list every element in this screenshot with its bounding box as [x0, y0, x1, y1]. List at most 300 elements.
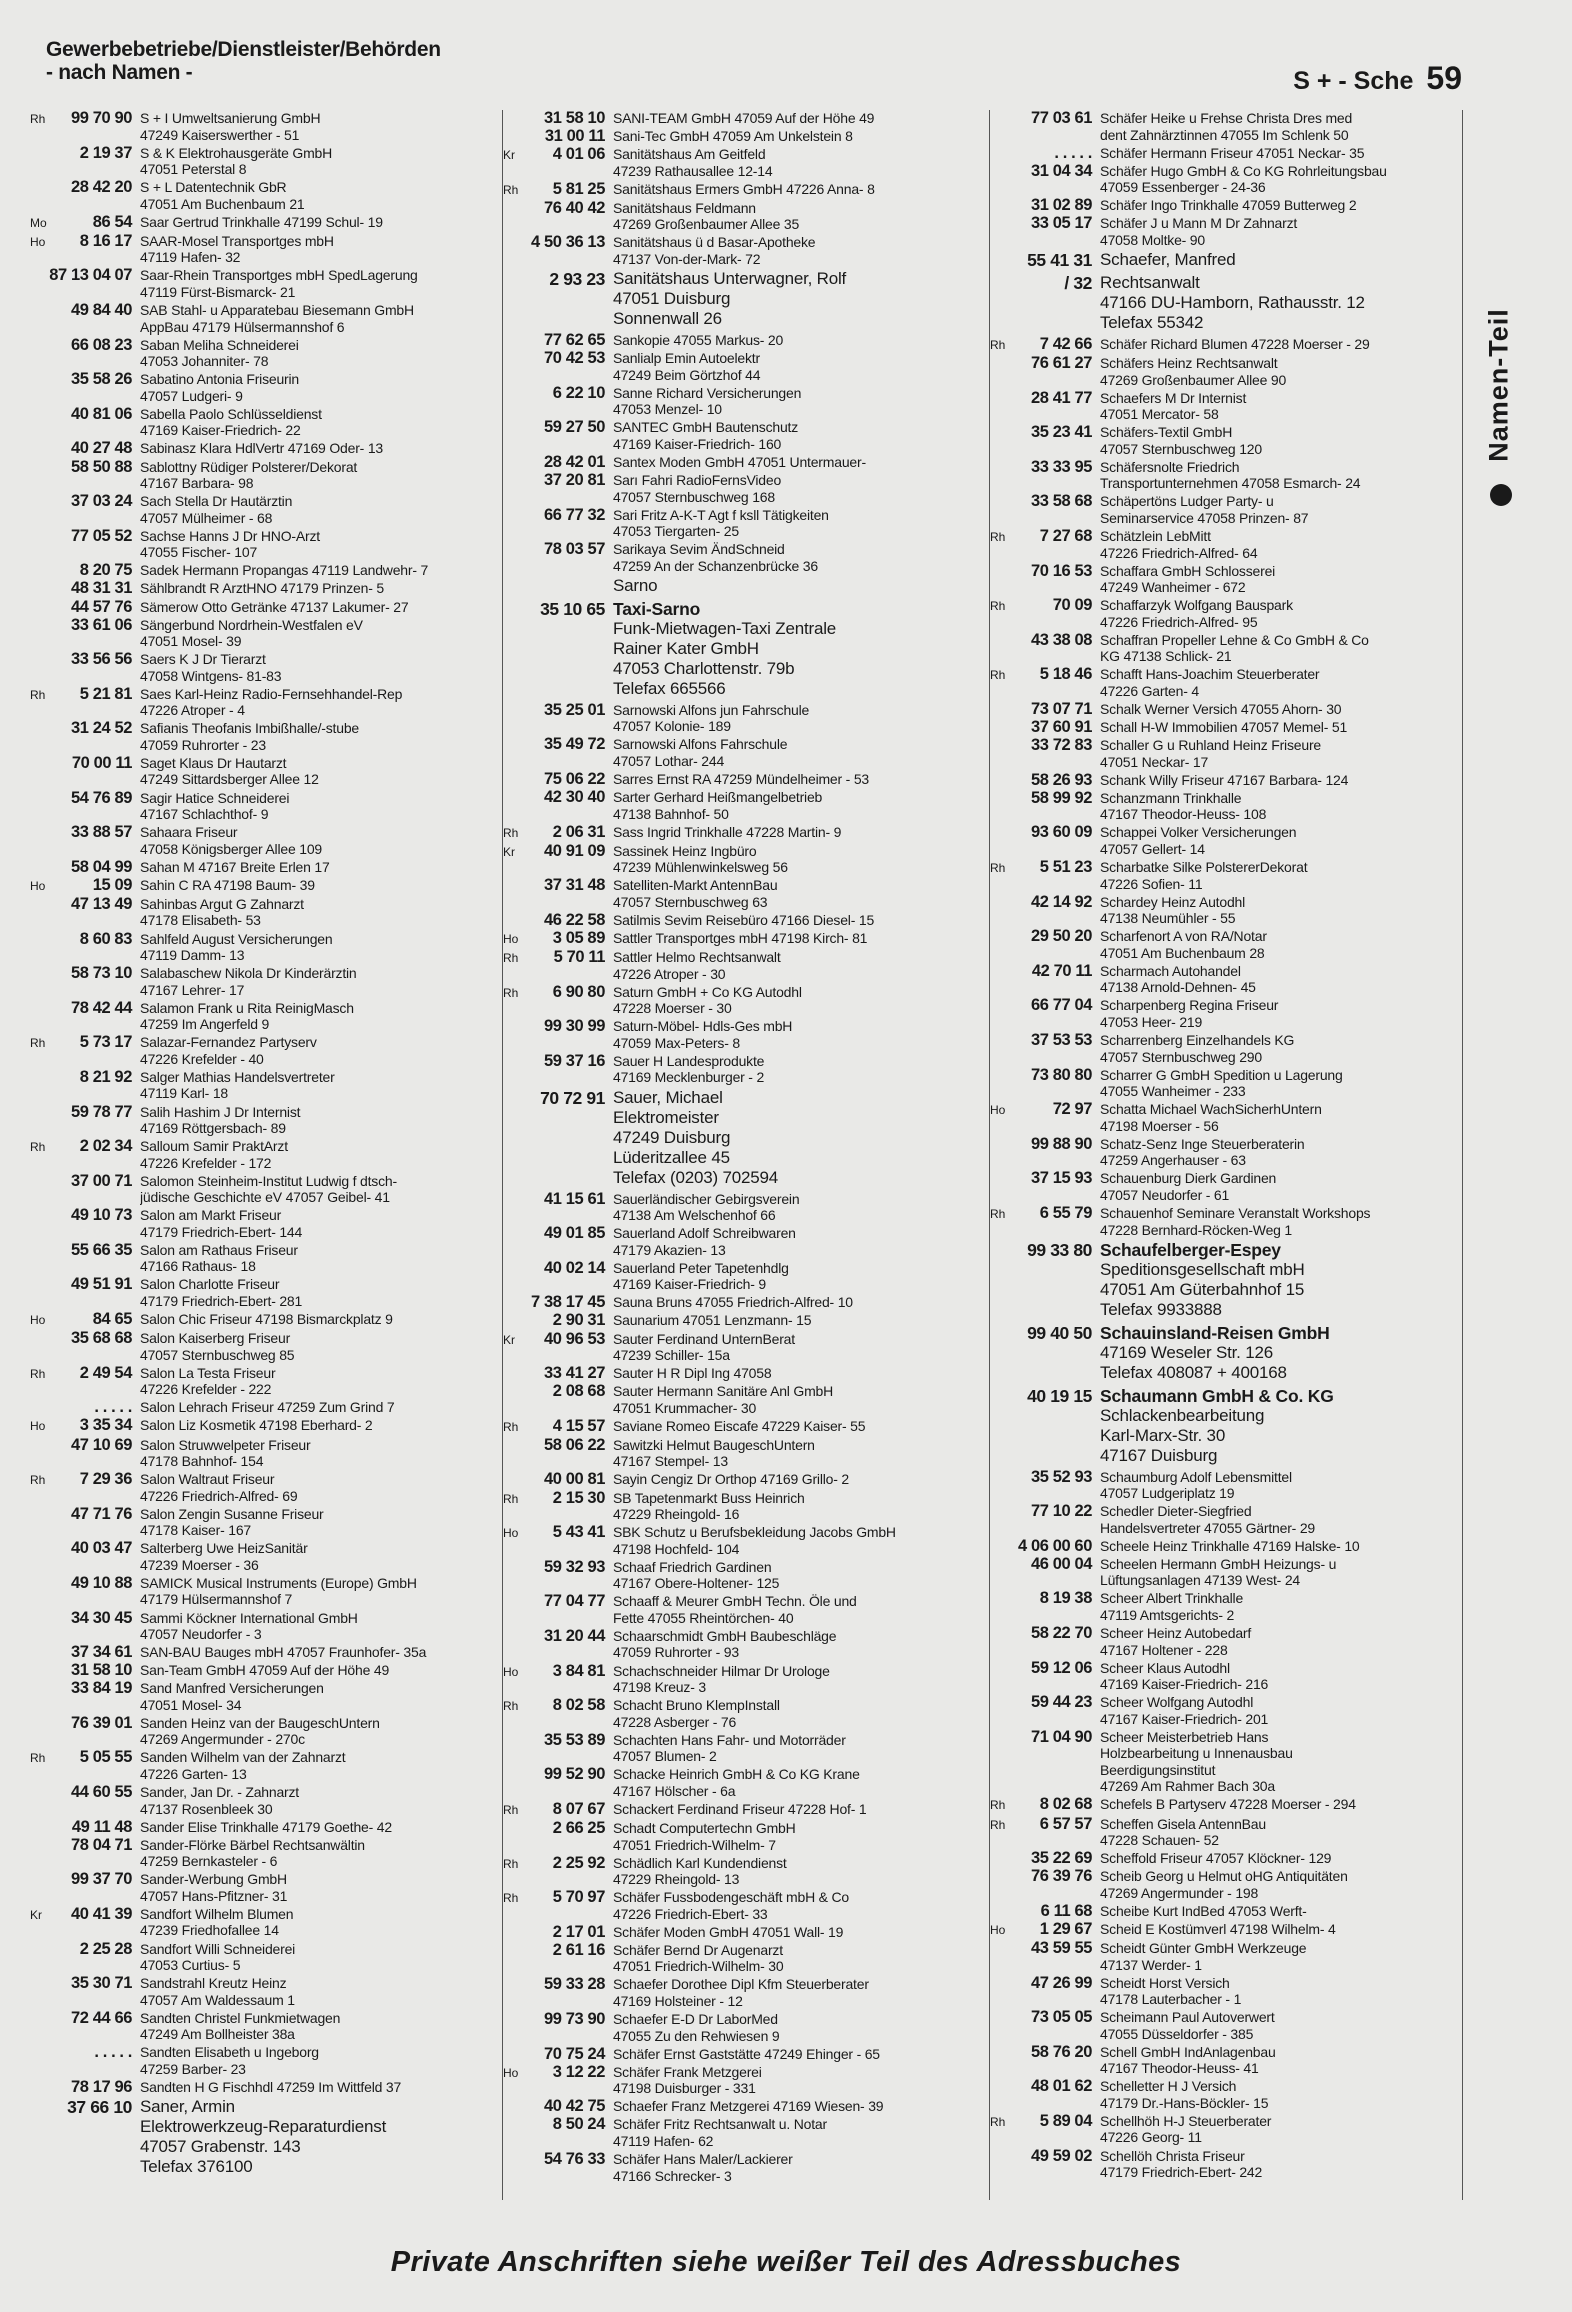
entry-detail: 47053 Heer- 219: [1100, 1013, 1203, 1030]
entry-name: Schäfer Heike u Frehse Christa Dres med: [1100, 110, 1353, 126]
entry-name: Sängerbund Nordrhein-Westfalen eV: [140, 616, 363, 633]
entry-name: Schaumann GmbH & Co. KG: [1100, 1385, 1334, 1406]
entry-name: SANI-TEAM GmbH 47059 Auf der Höhe 49: [613, 110, 875, 126]
entry-detail: 47059 Ruhrorter - 23: [140, 736, 266, 753]
entry-name: Schaumburg Adolf Lebensmittel: [1100, 1468, 1292, 1485]
entry-text: [140, 1906, 492, 1939]
entry-detail: Telefax 408087 + 400168: [1100, 1362, 1287, 1382]
entry-detail: 47239 Mühlenwinkelsweg 56: [613, 859, 788, 876]
entry-detail: 47057 Gellert- 14: [1100, 840, 1205, 857]
entry-name: Sarı Fahri RadioFernsVideo: [613, 472, 782, 489]
district-code: [503, 1191, 521, 1224]
district-code: [990, 1386, 1008, 1466]
phone-number: 99 40 50: [1027, 1322, 1092, 1343]
district-code: [503, 789, 521, 822]
entry-text: [140, 1871, 492, 1904]
entry-name: Salon La Testa Friseur: [140, 1364, 276, 1381]
entry-detail: 47051 Neckar- 17: [1100, 753, 1209, 770]
directory-entry: [503, 771, 980, 788]
entry-name: Schäfer Ernst Gaststätte 47249 Ehinger - 65: [613, 2045, 880, 2062]
directory-entry: [990, 2113, 1462, 2146]
entry-text: [140, 1837, 492, 1870]
entry-name: SAAR-Mosel Transportges mbH: [140, 232, 334, 249]
entry-text: [140, 1506, 492, 1539]
entry-name: S + I Umweltsanierung GmbH: [140, 110, 321, 126]
entry-name: Schaaff & Meurer GmbH Techn. Öle und: [613, 1593, 857, 1610]
directory-entry: [30, 1784, 492, 1817]
phone-number: 2 90 31: [552, 1311, 605, 1330]
entry-name: Salon Struwwelpeter Friseur: [140, 1436, 311, 1453]
entry-name: Schäfers-Textil GmbH: [1100, 424, 1233, 441]
district-code: [30, 580, 48, 597]
entry-detail: 47249 Beim Görtzhof 44: [613, 366, 761, 383]
district-code: [503, 2116, 521, 2149]
entry-name: Schäfer Ingo Trinkhalle 47059 Butterweg 2: [1100, 197, 1357, 214]
entry-text: [613, 599, 980, 699]
entry-detail: 47169 Kaiser-Friedrich- 160: [613, 435, 782, 452]
phone-number: 42 70 11: [1031, 961, 1092, 980]
entry-name: Saner, Armin: [140, 2097, 235, 2116]
entry-name: Sandten H G Fischhdl 47259 Im Wittfeld 37: [140, 2078, 402, 2095]
entry-text: [1100, 1940, 1462, 1973]
phone-number: 71 04 90: [1030, 1727, 1092, 1746]
entry-name: Sahan M 47167 Breite Erlen 17: [140, 858, 330, 875]
district-code: Rh: [503, 825, 519, 840]
phone-number: 58 99 92: [1030, 788, 1092, 807]
phone-number: 72 44 66: [70, 2008, 132, 2027]
phone-number: 2 19 37: [79, 143, 132, 162]
district-code: Rh: [30, 687, 46, 702]
entry-text: [613, 1437, 980, 1470]
district-code: Ho: [990, 1922, 1006, 1937]
phone-number: 70 75 24: [543, 2044, 605, 2063]
district-code: [30, 755, 48, 788]
directory-entry: [30, 1365, 492, 1398]
district-code: [503, 472, 521, 505]
district-code: Rh: [990, 1798, 1006, 1813]
entry-detail: 47058 Moltke- 90: [1100, 231, 1205, 248]
entry-detail: 47229 Rheingold- 16: [613, 1506, 740, 1523]
entry-detail: 47057 Kolonie- 189: [613, 718, 731, 735]
entry-name: Schaffara GmbH Schlosserei: [1100, 562, 1276, 579]
entry-detail: 47119 Amtsgerichts- 2: [1100, 1606, 1235, 1623]
district-code: [990, 2009, 1008, 2042]
district-code: [990, 1538, 1008, 1555]
entry-name: Sassinek Heinz Ingbüro: [613, 842, 757, 859]
directory-entry: [30, 179, 492, 212]
district-code: Ho: [503, 932, 519, 947]
entry-text: [140, 859, 492, 876]
entry-name: Schaefer Dorothee Dipl Kfm Steuerberater: [613, 1976, 869, 1993]
district-code: [30, 406, 48, 439]
entry-text: [1100, 1032, 1462, 1065]
directory-entry: [30, 1906, 492, 1939]
entry-name: Sarno: [613, 575, 658, 595]
entry-name: Scharmach Autohandel: [1100, 962, 1241, 979]
entry-text: [613, 1801, 980, 1819]
entry-detail: 47228 Schauen- 52: [1100, 1832, 1219, 1849]
entry-text: [140, 1819, 492, 1836]
entry-name: Schäfersnolte Friedrich: [1100, 458, 1240, 475]
phone-number: 78 04 71: [70, 1835, 132, 1854]
entry-name: Schaufelberger-Espey: [1100, 1239, 1281, 1260]
phone-number: 37 00 71: [70, 1171, 132, 1190]
district-code: Ho: [30, 878, 46, 893]
entry-text: [140, 686, 492, 719]
entry-name: Sander Elise Trinkhalle 47179 Goethe- 42: [140, 1818, 392, 1835]
entry-name: Sablottny Rüdiger Polsterer/Dekorat: [140, 458, 358, 475]
directory-entry: [990, 1975, 1462, 2008]
phone-number: 37 34 61: [70, 1643, 132, 1662]
phone-number: 86 54: [92, 212, 132, 231]
district-code: [990, 928, 1008, 961]
phone-number: 73 07 71: [1030, 700, 1092, 718]
entry-name: Salon Chic Friseur 47198 Bismarckplatz 9: [140, 1311, 393, 1328]
directory-entry: [30, 1715, 492, 1748]
entry-text: [1100, 1556, 1462, 1589]
directory-entry: [990, 1660, 1462, 1693]
entry-detail: 47137 Werder- 1: [1100, 1956, 1202, 1973]
district-code: Kr: [503, 1332, 515, 1347]
entry-name: Schachschneider Hilmar Dr Urologe: [613, 1662, 830, 1679]
entry-detail: 47169 Kaiser-Friedrich- 22: [140, 422, 301, 439]
phone-number: 35 52 93: [1030, 1467, 1092, 1486]
district-code: Kr: [503, 844, 515, 859]
entry-text: [613, 1191, 980, 1224]
entry-name: Sander-Werbung GmbH: [140, 1871, 287, 1888]
phone-number: 33 05 17: [1030, 214, 1092, 233]
phone-number: 78 17 96: [70, 2077, 132, 2096]
entry-text: [140, 1138, 492, 1171]
entry-text: [1100, 632, 1462, 665]
directory-entry: [30, 2079, 492, 2096]
entry-name: Scheib Georg u Helmut oHG Antiquitäten: [1100, 1868, 1348, 1885]
directory-entry: [30, 617, 492, 650]
entry-detail: Telefax 9933888: [1100, 1299, 1222, 1319]
entry-name: Sari Fritz A-K-T Agt f ksll Tätigkeiten: [613, 506, 829, 523]
directory-entry: [503, 2116, 980, 2149]
entry-text: [140, 1034, 492, 1067]
entry-detail: 47259 Im Angerfeld 9: [140, 1016, 270, 1033]
phone-number: 33 61 06: [70, 615, 132, 634]
entry-name: Rechtsanwalt: [1100, 272, 1200, 292]
directory-entry: [990, 2009, 1462, 2042]
directory-entry: [30, 755, 492, 788]
directory-entry: [30, 267, 492, 300]
entry-name: Schäfer Fritz Rechtsanwalt u. Notar: [613, 2116, 827, 2133]
phone-number: 78 03 57: [543, 540, 605, 559]
entry-name: Salon am Markt Friseur: [140, 1207, 282, 1224]
entry-name: Sattler Helmo Rechtsanwalt: [613, 949, 781, 966]
phone-number: 49 59 02: [1030, 2146, 1092, 2165]
directory-entry: [503, 110, 980, 127]
entry-text: [613, 1331, 980, 1364]
district-code: [990, 355, 1008, 388]
entry-text: [613, 789, 980, 822]
phone-number: 59 33 28: [543, 1975, 605, 1994]
phone-number: 40 27 48: [70, 439, 132, 458]
directory-entry: [990, 719, 1462, 736]
directory-entry: [503, 128, 980, 145]
entry-name: Sanlialp Emin Autoelektr: [613, 350, 760, 367]
district-code: [990, 459, 1008, 492]
entry-name: Sabatino Antonia Friseurin: [140, 371, 300, 388]
entry-text: [613, 110, 980, 127]
district-code: Ho: [990, 1103, 1006, 1118]
directory-entry: [503, 2098, 980, 2115]
directory-entry: [990, 2044, 1462, 2077]
directory-entry: [990, 1729, 1462, 1795]
entry-name: Saviane Romeo Eiscafe 47229 Kaiser- 55: [613, 1417, 866, 1434]
entry-name: Schelletter H J Versich: [1100, 2078, 1237, 2095]
entry-text: [140, 2079, 492, 2096]
entry-detail: 47259 An der Schanzenbrücke 36: [613, 557, 818, 574]
phone-number: 77 62 65: [543, 331, 605, 350]
entry-detail: 47051 Am Güterbahnhof 15: [1100, 1279, 1305, 1299]
entry-detail: 47179 Friedrich-Ebert- 144: [140, 1223, 303, 1240]
entry-detail: 47057 Lothar- 244: [613, 752, 725, 769]
entry-text: [613, 1018, 980, 1051]
phone-number: 31 04 34: [1030, 161, 1092, 180]
directory-entry: [503, 1855, 980, 1888]
phone-number: 2 49 54: [79, 1363, 132, 1382]
directory-entry: [30, 1399, 492, 1416]
district-code: [990, 273, 1008, 333]
phone-number: 46 00 04: [1030, 1554, 1092, 1573]
directory-entry: [503, 1924, 980, 1941]
entry-text: [140, 406, 492, 439]
bullet-dot-icon: [1490, 484, 1512, 506]
directory-entry: [30, 877, 492, 895]
directory-entry: [990, 1796, 1462, 1814]
entry-text: [1100, 215, 1462, 248]
entry-detail: 47198 Kreuz- 3: [613, 1679, 706, 1696]
phone-number: 40 91 09: [543, 841, 605, 860]
phone-number: 31 58 10: [70, 1661, 132, 1680]
entry-detail: 47169 Holsteiner - 12: [613, 1992, 743, 2009]
directory-entry: [30, 1941, 492, 1974]
district-code: Ho: [30, 234, 46, 249]
entry-detail: 47051 Mosel- 34: [140, 1696, 242, 1713]
district-code: [990, 1469, 1008, 1502]
district-code: [990, 824, 1008, 857]
directory-entry: [30, 859, 492, 876]
directory-entry: [990, 1556, 1462, 1589]
phone-number: 99 70 90: [70, 110, 132, 127]
entry-name: SB Tapetenmarkt Buss Heinrich: [613, 1489, 805, 1506]
entry-detail: 47051 Peterstal 8: [140, 161, 247, 178]
entry-detail: 47167 Kaiser-Friedrich- 201: [1100, 1710, 1269, 1727]
directory-entry: [503, 1383, 980, 1416]
entry-detail: 47239 Friedhofallee 14: [140, 1922, 279, 1939]
entry-name: Scheid E Kostümverl 47198 Wilhelm- 4: [1100, 1920, 1336, 1937]
directory-entry: [503, 419, 980, 452]
entry-name: Scheer Klaus Autodhl: [1100, 1659, 1230, 1676]
phone-number: 31 00 11: [544, 127, 605, 146]
entry-detail: 47051 Friedrich-Wilhelm- 7: [613, 1836, 776, 1853]
directory-entry: [30, 1173, 492, 1206]
phone-number: 34 30 45: [70, 1608, 132, 1627]
directory-entry: [30, 824, 492, 857]
entry-detail: 47119 Fürst-Bismarck- 21: [140, 283, 296, 300]
directory-entry: [30, 1000, 492, 1033]
directory-entry: [503, 576, 980, 596]
phone-number: 7 27 68: [1039, 527, 1092, 546]
district-code: [990, 1729, 1008, 1795]
district-code: [30, 2010, 48, 2043]
district-code: [990, 1940, 1008, 1973]
entry-detail: 47051 Friedrich-Wilhelm- 30: [613, 1958, 784, 1975]
entry-text: [140, 1437, 492, 1470]
phone-number: 70 00 11: [71, 753, 132, 772]
entry-detail: 47057 Grabenstr. 143: [140, 2137, 301, 2156]
district-code: [503, 234, 521, 267]
phone-number: 31 58 10: [543, 110, 605, 127]
district-code: Rh: [30, 1366, 46, 1381]
entry-detail: Telefax 376100: [140, 2157, 253, 2176]
entry-text: [1100, 145, 1462, 162]
district-code: Ho: [30, 1313, 46, 1328]
entry-detail: 47226 Krefelder - 222: [140, 1381, 272, 1398]
entry-text: [140, 1399, 492, 1416]
entry-text: [613, 541, 980, 574]
entry-name: Schäpertöns Ludger Party- u: [1100, 493, 1274, 510]
entry-name: Scharpenberg Regina Friseur: [1100, 997, 1279, 1014]
entry-name: Schauenburg Dierk Gardinen: [1100, 1170, 1277, 1187]
entry-text: [613, 1365, 980, 1382]
district-code: [503, 1559, 521, 1592]
directory-entry: [30, 651, 492, 684]
phone-number: 4 50 36 13: [531, 233, 605, 252]
entry-detail: 47226 Friedrich-Alfred- 64: [1100, 544, 1258, 561]
entry-detail: 47226 Garten- 13: [140, 1765, 247, 1782]
district-code: Rh: [503, 1699, 519, 1714]
entry-name: Sanden Heinz van der BaugeschUntern: [140, 1714, 380, 1731]
entry-text: [140, 824, 492, 857]
entry-name: Schaefers M Dr Internist: [1100, 389, 1247, 406]
entry-text: [140, 1680, 492, 1713]
entry-detail: 47249 Duisburg: [613, 1127, 731, 1147]
phone-number: 55 66 35: [70, 1240, 132, 1259]
entry-detail: 47119 Hafen- 32: [140, 249, 241, 266]
entry-detail: 47051 Am Buchenbaum 21: [140, 195, 305, 212]
entry-text: [140, 1365, 492, 1398]
district-code: [30, 440, 48, 457]
directory-entry: [990, 1903, 1462, 1920]
entry-text: [613, 1628, 980, 1661]
phone-number: 5 70 11: [553, 948, 605, 967]
directory-entry: [990, 1101, 1462, 1134]
entry-text: [613, 234, 980, 267]
directory-entry: [503, 146, 980, 179]
district-code: [503, 332, 521, 349]
entry-name: Schäfer Bernd Dr Augenarzt: [613, 1941, 783, 1958]
entry-text: [140, 755, 492, 788]
entry-detail: Elektromeister: [613, 1107, 719, 1127]
entry-detail: 47249 Sittardsberger Allee 12: [140, 771, 319, 788]
directory-entry: [990, 1816, 1462, 1849]
phone-number: 40 00 81: [543, 1470, 605, 1489]
directory-entry: [503, 332, 980, 349]
phone-number: 37 20 81: [543, 471, 605, 490]
directory-entry: [990, 355, 1462, 388]
entry-name: Sahlfeld August Versicherungen: [140, 930, 333, 947]
phone-number: 35 53 89: [543, 1730, 605, 1749]
entry-detail: 47178 Lauterbacher - 1: [1100, 1991, 1242, 2008]
directory-entry: [503, 789, 980, 822]
directory-entry: [990, 1590, 1462, 1623]
directory-entry: [990, 424, 1462, 457]
entry-text: [613, 1766, 980, 1799]
entry-text: [140, 1575, 492, 1608]
phone-number: 42 30 40: [543, 788, 605, 807]
entry-text: [1100, 1660, 1462, 1693]
directory-entry: [30, 1104, 492, 1137]
entry-detail: 47138 Bahnhof- 50: [613, 805, 729, 822]
entry-detail: 47055 Wanheimer - 233: [1100, 1083, 1246, 1100]
district-code: Rh: [503, 1891, 519, 1906]
directory-entry: [990, 273, 1462, 333]
entry-detail: 47178 Bahnhof- 154: [140, 1453, 264, 1470]
phone-number: 8 19 38: [1039, 1589, 1092, 1608]
entry-text: [140, 528, 492, 561]
directory-entry: [30, 1138, 492, 1171]
directory-column-1: [30, 110, 492, 2200]
district-code: Mo: [30, 215, 47, 230]
entry-text: [1100, 250, 1462, 270]
directory-entry: [30, 1575, 492, 1608]
district-code: [503, 2011, 521, 2044]
entry-name: Sählbrandt R ArztHNO 47179 Prinzen- 5: [140, 580, 384, 597]
entry-name: Sauerländischer Gebirgsverein: [613, 1190, 800, 1207]
directory-entry: [990, 1921, 1462, 1939]
phone-number: 43 59 55: [1030, 1939, 1092, 1957]
phone-number: 99 88 90: [1030, 1134, 1092, 1153]
entry-text: [140, 1715, 492, 1748]
entry-detail: 47138 Am Welschenhof 66: [613, 1207, 776, 1224]
directory-entry: [990, 1067, 1462, 1100]
phone-number: 99 37 70: [70, 1870, 132, 1889]
entry-name: Salon am Rathaus Friseur: [140, 1241, 298, 1258]
entry-detail: 47119 Karl- 18: [140, 1085, 229, 1102]
district-code: [30, 617, 48, 650]
district-code: [30, 2097, 48, 2177]
entry-detail: Transportunternehmen 47058 Esmarch- 24: [1100, 475, 1361, 492]
entry-detail: 47166 Rathaus- 18: [140, 1258, 256, 1275]
entry-name: Schanzmann Trinkhalle: [1100, 789, 1242, 806]
district-code: [503, 1471, 521, 1488]
entry-detail: 47249 Wanheimer - 672: [1100, 579, 1246, 596]
entry-text: [613, 1524, 980, 1557]
entry-name: S + L Datentechnik GbR: [140, 179, 287, 196]
entry-name: Scheimann Paul Autoverwert: [1100, 2009, 1275, 2026]
district-code: [503, 2098, 521, 2115]
entry-detail: 47059 Ruhrorter - 93: [613, 1644, 739, 1661]
directory-entry: [990, 390, 1462, 423]
entry-name: Sauer, Michael: [613, 1087, 723, 1107]
district-code: [990, 197, 1008, 214]
directory-entry: [30, 2044, 492, 2077]
entry-name: Sayin Cengiz Dr Orthop 47169 Grillo- 2: [613, 1471, 849, 1488]
directory-entry: [503, 877, 980, 910]
entry-text: [1100, 1240, 1462, 1320]
district-code: Rh: [30, 1036, 46, 1051]
entry-text: [1100, 997, 1462, 1030]
entry-name: Schatta Michael WachSicherhUntern: [1100, 1101, 1322, 1118]
phone-number: 59 27 50: [543, 418, 605, 437]
entry-text: [1100, 719, 1462, 736]
phone-number: 59 44 23: [1030, 1693, 1092, 1712]
